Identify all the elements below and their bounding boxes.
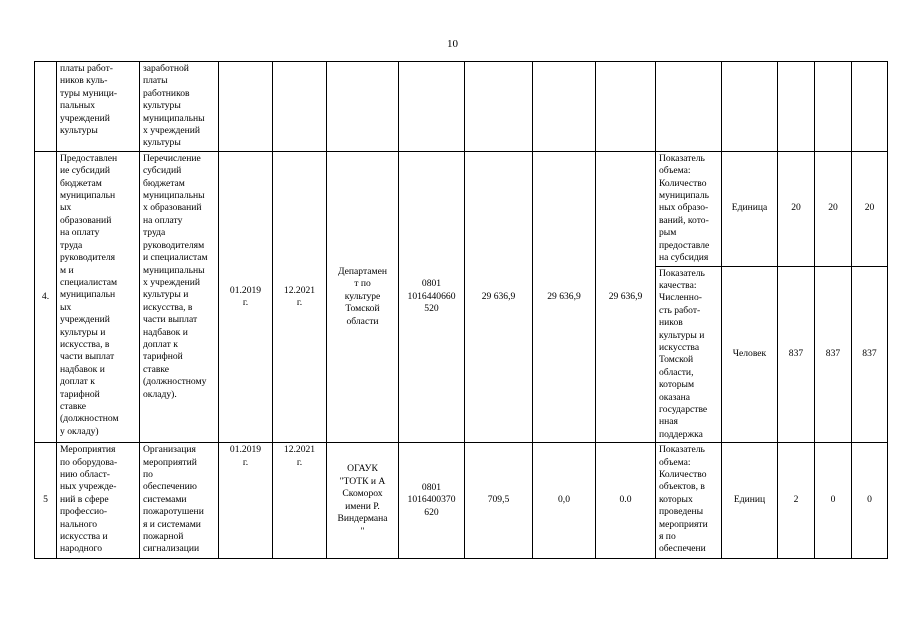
activities-table — [34, 61, 888, 559]
cell-activity-content: заработной платы работников культуры муниципальны х учреждений культуры — [140, 62, 219, 152]
budget-code: 0801 1016440660 520 — [399, 151, 465, 442]
indicator-value: 0 — [852, 443, 888, 559]
cell-num — [35, 62, 57, 152]
activity-name: Предоставлен ие субсидий бюджетам муниципальн ых образований на оплату труда руководителя м и специалистам муниципальн ых учреждений культуры и искусства, в части выплат надбавок и доплат к тарифной ставке (должностном у окладу) — [57, 151, 140, 442]
total-amount: 709,5 — [465, 443, 533, 559]
row-number: 5 — [35, 443, 57, 559]
cell-unit — [722, 62, 778, 152]
row-number: 4. — [35, 151, 57, 442]
indicator-value: 837 — [778, 266, 815, 443]
cell-kbk — [399, 62, 465, 152]
indicator-quality: Показатель качества: Численно- сть работ- ников культуры и искусства Томской области, которым оказана государстве нная поддержка — [656, 266, 722, 443]
indicator-unit: Человек — [722, 266, 778, 443]
cell-value — [778, 62, 815, 152]
cell-start — [219, 62, 273, 152]
activity-content: Организация мероприятий по обеспечению системами пожаротушени я и системами пожарной сигнализации — [140, 443, 219, 559]
indicator-value: 837 — [852, 266, 888, 443]
indicator-value: 0 — [815, 443, 852, 559]
indicator-unit: Единиц — [722, 443, 778, 559]
cell-value — [852, 62, 888, 152]
amount-year-2: 0.0 — [596, 443, 656, 559]
cell-indicator — [656, 62, 722, 152]
page-number: 10 — [447, 38, 458, 50]
end-date: 12.2021 г. — [273, 151, 327, 442]
table-row-4 — [35, 151, 888, 266]
indicator-unit: Единица — [722, 151, 778, 266]
end-date: 12.2021 г. — [273, 443, 327, 559]
indicator-volume: Показатель объема: Количество объектов, в которых проведены мероприяти я по обеспечени — [656, 443, 722, 559]
cell-year1 — [533, 62, 596, 152]
cell-year2 — [596, 62, 656, 152]
amount-year-1: 0,0 — [533, 443, 596, 559]
indicator-value: 20 — [815, 151, 852, 266]
budget-code: 0801 1016400370 620 — [399, 443, 465, 559]
cell-activity-name: платы работ- ников куль- туры муници- пальных учреждений культуры — [57, 62, 140, 152]
cell-executor — [327, 62, 399, 152]
indicator-value: 20 — [852, 151, 888, 266]
indicator-value: 837 — [815, 266, 852, 443]
activity-content: Перечисление субсидий бюджетам муниципальны х образований на оплату труда руководителям и специалистам муниципальны х учреждений культуры и искусства, в части выплат надбавок и доплат к тарифной ставке (должностному окладу). — [140, 151, 219, 442]
start-date: 01.2019 г. — [219, 151, 273, 442]
table-row-5 — [35, 443, 888, 559]
start-date: 01.2019 г. — [219, 443, 273, 559]
cell-end — [273, 62, 327, 152]
indicator-value: 20 — [778, 151, 815, 266]
cell-total — [465, 62, 533, 152]
executor: ОГАУК "ТОТК и А Скоморох имени Р. Виндермана " — [327, 443, 399, 559]
activity-name: Мероприятия по оборудова- нию област- ных учрежде- ний в сфере профессио- нального искусства и народного — [57, 443, 140, 559]
amount-year-1: 29 636,9 — [533, 151, 596, 442]
indicator-value: 2 — [778, 443, 815, 559]
total-amount: 29 636,9 — [465, 151, 533, 442]
amount-year-2: 29 636,9 — [596, 151, 656, 442]
table-row-continuation — [35, 62, 888, 152]
executor: Департамен т по культуре Томской области — [327, 151, 399, 442]
cell-value — [815, 62, 852, 152]
indicator-volume: Показатель объема: Количество муниципаль ных образо- ваний, кото- рым предоставле на субсидия — [656, 151, 722, 266]
